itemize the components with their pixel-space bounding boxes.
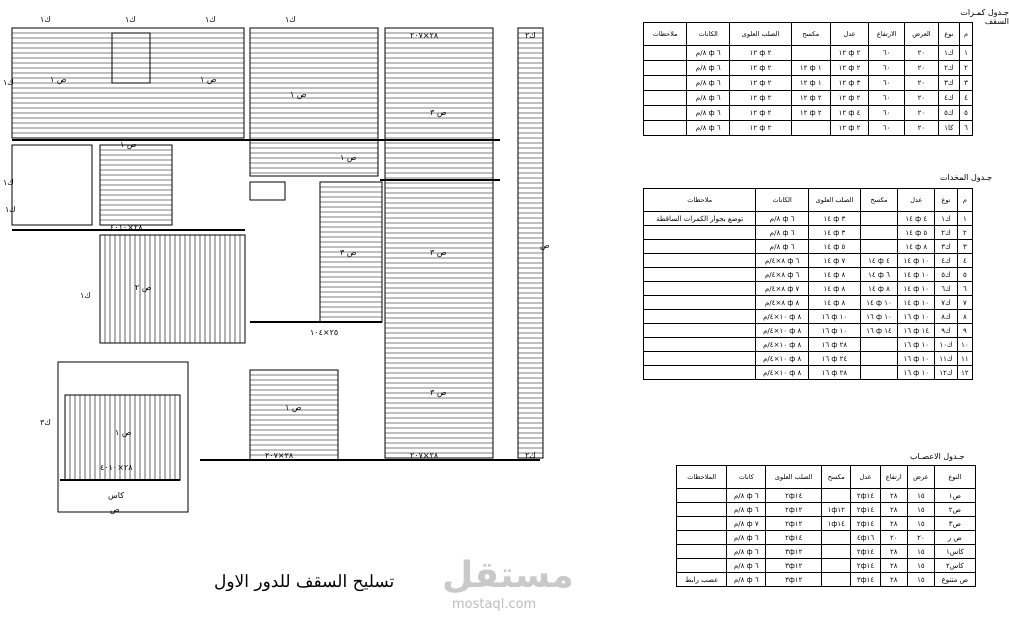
table-cell: ٢٠ bbox=[905, 46, 939, 61]
rib-hatching bbox=[250, 33, 378, 173]
table-cell: ٦ ф ٨/م bbox=[687, 91, 730, 106]
table-cell: ٣ bbox=[957, 240, 972, 254]
slab-label: ص ٢ bbox=[135, 283, 152, 292]
table-cell: ٧ ф ٨×٤/م bbox=[756, 282, 809, 296]
table-cell: ٢٨ ф ١٦ bbox=[808, 366, 860, 380]
beam-label: ك١ bbox=[285, 15, 296, 24]
table-cell bbox=[644, 226, 756, 240]
table-cell: ٨ ф ١٠×٤/م bbox=[756, 338, 809, 352]
table-cell: ١٤ ф ١٦ bbox=[898, 324, 935, 338]
table-cell: ١٠ ф ١٤ bbox=[898, 282, 935, 296]
table-row bbox=[644, 254, 973, 268]
table-cell: ٦ ф ١٤ bbox=[860, 268, 897, 282]
table-cell bbox=[644, 268, 756, 282]
table-cell: ٢ф١٤ bbox=[851, 559, 880, 573]
void-opening bbox=[250, 182, 285, 200]
table-row bbox=[644, 240, 973, 254]
table-cell: ١ф١٢ bbox=[822, 503, 851, 517]
table-cell: ٥ ф ١٤ bbox=[808, 240, 860, 254]
header-cell: الصلب العلوى bbox=[766, 466, 822, 489]
table-cell: ٢ ф ١٢ bbox=[730, 106, 792, 121]
slab-panel-top-mid bbox=[250, 28, 378, 176]
table-cell bbox=[644, 106, 687, 121]
table-cell: ٢ф١٤ bbox=[766, 489, 822, 503]
table-cell: ١٠ ф ١٦ bbox=[898, 338, 935, 352]
table-cell: ٩ bbox=[957, 324, 972, 338]
table-cell: ٢ ф ١٢ bbox=[830, 61, 869, 76]
table-cell bbox=[791, 46, 830, 61]
table-cell: ٨ ф ١٠×٤/م bbox=[756, 324, 809, 338]
slab-label: ص ١ bbox=[50, 75, 67, 84]
table-cell: ١٥ bbox=[908, 503, 935, 517]
table-cell: ك١٢ bbox=[935, 366, 957, 380]
header-cell: الملاحظات bbox=[677, 466, 727, 489]
table-cell: ٧ ф ٨/م bbox=[727, 517, 766, 531]
table-cell: ٥ bbox=[959, 106, 972, 121]
slab-panel-mid-left bbox=[100, 235, 245, 343]
table-cell bbox=[677, 489, 727, 503]
table-cell bbox=[644, 366, 756, 380]
table-cell: ٢٠ bbox=[905, 106, 939, 121]
header-cell: عدل bbox=[851, 466, 880, 489]
table-cell: ٧ bbox=[957, 296, 972, 310]
table-cell bbox=[644, 338, 756, 352]
table-cell: ١٥ bbox=[908, 559, 935, 573]
header-cell: الصلب العلوى bbox=[808, 189, 860, 212]
table-cell: ك٥ bbox=[935, 268, 957, 282]
table-cell: ٦ bbox=[957, 282, 972, 296]
table-cell bbox=[822, 531, 851, 545]
table-cell: ك١ bbox=[938, 46, 959, 61]
rib-hatching bbox=[105, 235, 240, 343]
table-cell: ٢ ф ١٢ bbox=[830, 91, 869, 106]
rebar-label: ٢٥×١٠٤ bbox=[310, 328, 339, 337]
table-cell: ك٣ bbox=[938, 76, 959, 91]
table-cell: ٣ ф ١٤ bbox=[808, 226, 860, 240]
table-cell: ١٠ ф ١٦ bbox=[898, 310, 935, 324]
table-cell: ٨ ф ٨×٤/م bbox=[756, 296, 809, 310]
drawing-caption: تسليح السقف للدور الاول bbox=[214, 572, 395, 592]
table-cell: ١ ф ١٢ bbox=[791, 61, 830, 76]
header-cell: الارتفاع bbox=[869, 23, 905, 46]
table-cell: ٢ф١٤ bbox=[851, 503, 880, 517]
table-cell bbox=[644, 296, 756, 310]
beam-label: ك١ bbox=[40, 15, 51, 24]
beam-label: ك٣ bbox=[40, 418, 51, 427]
header-cell: عدل bbox=[830, 23, 869, 46]
header-cell: نوع bbox=[935, 189, 957, 212]
table-cell bbox=[644, 282, 756, 296]
table-cell: ٢٠ bbox=[880, 531, 907, 545]
table-cell: ٢٨ bbox=[880, 573, 907, 587]
table-row bbox=[644, 338, 973, 352]
table-cell: ٤ ф ١٢ bbox=[830, 106, 869, 121]
ribs-table bbox=[676, 465, 976, 587]
table-cell: ١٠ ф ١٦ bbox=[808, 324, 860, 338]
table-cell: ٢٠ bbox=[905, 61, 939, 76]
table-cell bbox=[677, 517, 727, 531]
table-cell: ١ф١٤ bbox=[822, 517, 851, 531]
beam-label: ك١ bbox=[125, 15, 136, 24]
table-cell: ك٤ bbox=[935, 254, 957, 268]
table-row bbox=[677, 573, 976, 587]
table-row bbox=[644, 310, 973, 324]
table-cell: ٤ bbox=[957, 254, 972, 268]
table-cell: ٦ ф ٨/م bbox=[687, 76, 730, 91]
table-cell bbox=[644, 254, 756, 268]
hidden-beams-table bbox=[643, 188, 973, 380]
table-cell: ٢ ф ١٢ bbox=[730, 61, 792, 76]
table-cell: ك١١ bbox=[935, 352, 957, 366]
table-row bbox=[677, 559, 976, 573]
cas-label: كاس bbox=[108, 491, 125, 500]
table-cell: ٢٨ bbox=[880, 559, 907, 573]
header-cell: مكسح bbox=[860, 189, 897, 212]
table-cell: ص متنوع bbox=[934, 573, 975, 587]
table-cell: ٣ф١٢ bbox=[766, 573, 822, 587]
table-cell: ٢ ф ١٢ bbox=[730, 121, 792, 136]
table-row bbox=[644, 226, 973, 240]
table-cell: ٣ bbox=[959, 76, 972, 91]
table-cell: ٦ bbox=[959, 121, 972, 136]
rebar-label: ٢٨×٢٠٧ bbox=[410, 31, 439, 40]
table-cell: ٦ ф ٨/م bbox=[727, 559, 766, 573]
table-cell: ٢ф١٢ bbox=[766, 517, 822, 531]
wall-outline-bottom-left bbox=[58, 362, 188, 512]
table-cell: ٦ ф ٨/م bbox=[756, 226, 809, 240]
table-row bbox=[644, 268, 973, 282]
table-cell: ٣ф١٤ bbox=[851, 573, 880, 587]
beam-label: ك١ bbox=[3, 178, 14, 187]
table-cell: ١٠ ф ١٦ bbox=[898, 366, 935, 380]
table-row bbox=[644, 106, 973, 121]
table-cell: ٨ bbox=[957, 310, 972, 324]
header-cell: كانات bbox=[727, 466, 766, 489]
table-cell: ١٠ ф ١٤ bbox=[898, 254, 935, 268]
header-cell: عرض bbox=[908, 466, 935, 489]
table-cell bbox=[822, 573, 851, 587]
table-cell: ٦ ф ٨/م bbox=[687, 46, 730, 61]
table-cell: ك٢ bbox=[938, 61, 959, 76]
table-cell: ٦٠ bbox=[869, 121, 905, 136]
rebar-label: ٢٨×٤٠١٠ bbox=[110, 223, 143, 232]
table-cell: ص٣ bbox=[934, 517, 975, 531]
table-cell: ٣ ф ١٤ bbox=[808, 212, 860, 226]
table-cell: ٦ ф ٨/م bbox=[727, 503, 766, 517]
table-row bbox=[644, 352, 973, 366]
table-cell bbox=[644, 310, 756, 324]
table-cell bbox=[677, 503, 727, 517]
slab-label: ص ٣ bbox=[430, 108, 447, 117]
slab-label: ص ١ bbox=[200, 75, 217, 84]
table-cell: توضع بجوار الكمرات الساقطة bbox=[644, 212, 756, 226]
table-cell: ٢٨ bbox=[880, 517, 907, 531]
table-row bbox=[644, 61, 973, 76]
slab-label: ص ١ bbox=[115, 428, 132, 437]
table-cell bbox=[644, 121, 687, 136]
table-cell: ١٥ bbox=[908, 573, 935, 587]
table-cell: ٦ ф ٨/م bbox=[756, 240, 809, 254]
table-cell: ك٦ bbox=[935, 282, 957, 296]
beam-label: ك٢ bbox=[525, 451, 536, 460]
table-cell: ١٠ ф ١٦ bbox=[860, 310, 897, 324]
slab-label: ص bbox=[540, 241, 550, 250]
table-cell: ك٧ bbox=[935, 296, 957, 310]
slab-label: ص ١ bbox=[290, 90, 307, 99]
table-cell bbox=[822, 489, 851, 503]
table-cell bbox=[644, 352, 756, 366]
header-cell: الصلب العلوى bbox=[730, 23, 792, 46]
table-cell bbox=[822, 545, 851, 559]
table-cell: ١٠ ф ١٦ bbox=[808, 310, 860, 324]
table-cell: ٥ bbox=[957, 268, 972, 282]
beam-label: ك١ bbox=[80, 291, 91, 300]
table-cell: ٢ф١٢ bbox=[766, 503, 822, 517]
table-cell: ١١ bbox=[957, 352, 972, 366]
table-cell: ٨ ф ١٤ bbox=[860, 282, 897, 296]
table-cell: ٦ ф ٨/م bbox=[687, 106, 730, 121]
table-cell: ٢ф١٤ bbox=[766, 531, 822, 545]
table-cell bbox=[644, 240, 756, 254]
table-cell: ٤ ф ١٤ bbox=[898, 212, 935, 226]
table-cell: ٨ ф ١٤ bbox=[808, 282, 860, 296]
header-cell: ملاحظات bbox=[644, 23, 687, 46]
table-cell: ٢ ф ١٢ bbox=[730, 91, 792, 106]
watermark-logo: مستقل bbox=[442, 555, 574, 596]
hidden-beams-table-title: جـدول المخدات bbox=[940, 173, 993, 182]
beam-label: ك١ bbox=[205, 15, 216, 24]
table-cell: ١٥ bbox=[908, 489, 935, 503]
table-cell: ٦٠ bbox=[869, 91, 905, 106]
table-row bbox=[644, 121, 973, 136]
beam-label: ك١ bbox=[3, 78, 14, 87]
table-cell: ك٣ bbox=[935, 240, 957, 254]
table-cell bbox=[644, 91, 687, 106]
table-cell: عصب رابط bbox=[677, 573, 727, 587]
table-cell bbox=[860, 366, 897, 380]
table-cell: ٢٠ bbox=[905, 91, 939, 106]
table-cell: ٦ ф ٨/م bbox=[687, 61, 730, 76]
header-cell: م bbox=[959, 23, 972, 46]
table-row bbox=[677, 545, 976, 559]
table-cell: ٦ ф ٨/م bbox=[756, 212, 809, 226]
table-cell bbox=[677, 545, 727, 559]
table-cell: ٢ ф ١٢ bbox=[830, 46, 869, 61]
table-cell: ٢٠ bbox=[905, 121, 939, 136]
table-cell: ٢ ф ١٢ bbox=[830, 121, 869, 136]
header-cell: مكسح bbox=[822, 466, 851, 489]
table-cell bbox=[860, 212, 897, 226]
table-cell bbox=[677, 531, 727, 545]
rebar-label: ٢٨×٢٠٧ bbox=[410, 451, 439, 460]
table-cell: ٦٠ bbox=[869, 76, 905, 91]
table-cell: ٦ ф ٨×٤/م bbox=[756, 268, 809, 282]
table-row bbox=[677, 517, 976, 531]
table-cell bbox=[644, 324, 756, 338]
watermark-url: mostaql.com bbox=[452, 597, 537, 612]
table-cell: ك٩ bbox=[935, 324, 957, 338]
table-cell: ١٥ bbox=[908, 545, 935, 559]
header-cell: الكانات bbox=[756, 189, 809, 212]
table-cell: ٦ ф ٨×٤/م bbox=[756, 254, 809, 268]
table-cell: ٤ф١٦ bbox=[851, 531, 880, 545]
slab-label: ص ٣ bbox=[430, 248, 447, 257]
table-cell: ٤ bbox=[959, 91, 972, 106]
table-cell: ٣ф١٢ bbox=[766, 545, 822, 559]
header-cell: النوع bbox=[934, 466, 975, 489]
table-cell: ١٠ ф ١٤ bbox=[860, 296, 897, 310]
table-cell: كاس٢ bbox=[934, 559, 975, 573]
header-cell: العرض bbox=[905, 23, 939, 46]
table-cell: ١٠ ф ١٤ bbox=[898, 296, 935, 310]
table-cell bbox=[644, 76, 687, 91]
table-cell: ١ ф ١٢ bbox=[791, 76, 830, 91]
table-cell: ١٤ ф ١٦ bbox=[860, 324, 897, 338]
table-cell: ٢ ф ١٢ bbox=[730, 76, 792, 91]
table-cell: ٨ ф ١٤ bbox=[808, 296, 860, 310]
table-cell: ٢ф١٤ bbox=[851, 545, 880, 559]
table-cell: ١٥ bbox=[908, 517, 935, 531]
table-cell: ٧ ф ١٤ bbox=[808, 254, 860, 268]
table-cell: ٣ф١٢ bbox=[766, 559, 822, 573]
header-cell: الكانات bbox=[687, 23, 730, 46]
table-cell: ٢٨ bbox=[880, 489, 907, 503]
table-cell bbox=[822, 559, 851, 573]
header-cell: م bbox=[957, 189, 972, 212]
table-cell: ٨ ф ١٠×٤/م bbox=[756, 352, 809, 366]
table-cell: ٢ bbox=[957, 226, 972, 240]
table-cell: ٦٠ bbox=[869, 61, 905, 76]
table-row bbox=[644, 91, 973, 106]
slab-label: ص ١ bbox=[340, 153, 357, 162]
table-cell: ١ bbox=[959, 46, 972, 61]
table-cell: ٢ bbox=[959, 61, 972, 76]
table-cell: ٨ ф ١٠×٤/م bbox=[756, 366, 809, 380]
beam-label: ك٢ bbox=[525, 31, 536, 40]
table-row bbox=[644, 76, 973, 91]
table-cell: ١٠ bbox=[957, 338, 972, 352]
table-row bbox=[644, 282, 973, 296]
table-row bbox=[644, 296, 973, 310]
table-cell: ٦ ф ٨/م bbox=[727, 573, 766, 587]
header-cell: نوع bbox=[938, 23, 959, 46]
table-cell: ٨ ф ١٠×٤/م bbox=[756, 310, 809, 324]
table-cell bbox=[860, 338, 897, 352]
rebar-label: ٢٨×٢٠٧ bbox=[265, 451, 294, 460]
table-row bbox=[644, 324, 973, 338]
header-cell: مكسح bbox=[791, 23, 830, 46]
rib-hatching bbox=[250, 375, 338, 455]
table-cell: ٢٨ bbox=[880, 503, 907, 517]
table-row bbox=[644, 366, 973, 380]
table-cell: ٢ ф ١٢ bbox=[730, 46, 792, 61]
table-cell: ٨ ф ١٤ bbox=[898, 240, 935, 254]
table-cell: ١٠ ф ١٤ bbox=[898, 268, 935, 282]
table-row bbox=[644, 46, 973, 61]
table-cell: ك١ bbox=[935, 212, 957, 226]
table-cell: ص٢ bbox=[934, 503, 975, 517]
table-cell: ك٤ bbox=[938, 91, 959, 106]
rib-hatching bbox=[100, 150, 172, 220]
beam-label: ك١ bbox=[5, 205, 16, 214]
table-cell: ك١٠ bbox=[935, 338, 957, 352]
table-cell: كاس١ bbox=[934, 545, 975, 559]
table-row bbox=[677, 489, 976, 503]
table-row bbox=[644, 212, 973, 226]
table-cell: ٦ ф ٨/م bbox=[727, 489, 766, 503]
table-cell: ك٢ bbox=[935, 226, 957, 240]
table-cell: ٢٠ bbox=[908, 531, 935, 545]
table-cell: ٢ ф ١٢ bbox=[791, 106, 830, 121]
table-cell bbox=[860, 352, 897, 366]
slab-label: ص ١ bbox=[285, 403, 302, 412]
header-cell: ارتفاع bbox=[880, 466, 907, 489]
table-cell bbox=[860, 240, 897, 254]
table-cell: ٢٠ bbox=[905, 76, 939, 91]
table-cell: ٥ ф ١٤ bbox=[898, 226, 935, 240]
table-cell: ٣ ф ١٢ bbox=[830, 76, 869, 91]
table-cell bbox=[644, 61, 687, 76]
table-cell: ٨ ф ١٤ bbox=[808, 268, 860, 282]
slab-label: ص ٣ bbox=[430, 388, 447, 397]
table-cell: ٢٨ ф ١٦ bbox=[808, 338, 860, 352]
table-cell: ١٢ bbox=[957, 366, 972, 380]
table-cell: ٢ф١٤ bbox=[851, 517, 880, 531]
table-cell: ك٨ bbox=[935, 310, 957, 324]
table-cell bbox=[677, 559, 727, 573]
slab-label: ص bbox=[110, 505, 120, 514]
slab-label: ص ١ bbox=[120, 140, 137, 149]
table-cell bbox=[791, 121, 830, 136]
table-cell: ١٠ ф ١٦ bbox=[898, 352, 935, 366]
table-cell: ٦ ф ٨/م bbox=[727, 545, 766, 559]
beams-table-title: جـدول كمـرات السقف bbox=[960, 8, 1009, 26]
slabs-table-title: جـدول الاعصـاب bbox=[910, 452, 965, 461]
table-cell: ٢ ф ١٢ bbox=[791, 91, 830, 106]
table-cell: ٦٠ bbox=[869, 106, 905, 121]
table-cell: ص١ bbox=[934, 489, 975, 503]
table-cell: كا١ bbox=[938, 121, 959, 136]
table-cell: ٦ ф ٨/م bbox=[727, 531, 766, 545]
table-cell: ٢٤ ф ١٦ bbox=[808, 352, 860, 366]
table-cell: ص ر bbox=[934, 531, 975, 545]
table-cell: ١ bbox=[957, 212, 972, 226]
rebar-label: ٢٨×٤٠١٠ bbox=[100, 463, 133, 472]
table-row bbox=[677, 503, 976, 517]
header-cell: ملاحظات bbox=[644, 189, 756, 212]
table-cell: ٦ ф ٨/م bbox=[687, 121, 730, 136]
table-cell: ٤ ф ١٤ bbox=[860, 254, 897, 268]
table-cell: ٢٨ bbox=[880, 545, 907, 559]
table-cell: ٢ф١٤ bbox=[851, 489, 880, 503]
header-cell: عدل bbox=[898, 189, 935, 212]
table-cell: ك٥ bbox=[938, 106, 959, 121]
room-panel-left bbox=[12, 145, 92, 225]
table-cell bbox=[644, 46, 687, 61]
table-row bbox=[677, 531, 976, 545]
beams-table bbox=[643, 22, 973, 136]
table-cell: ٦٠ bbox=[869, 46, 905, 61]
slab-label: ص ٣ bbox=[340, 248, 357, 257]
table-cell bbox=[860, 226, 897, 240]
